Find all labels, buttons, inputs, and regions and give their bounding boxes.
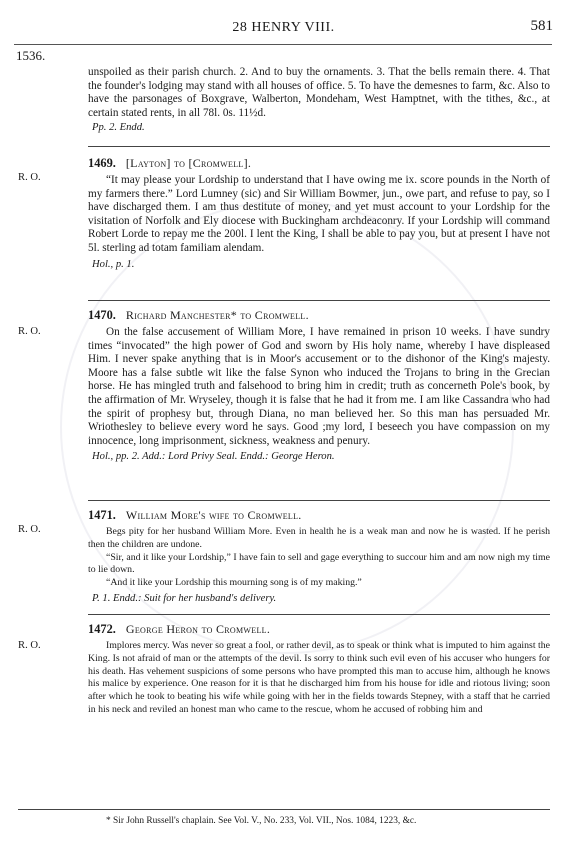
entry-heading: [88, 508, 550, 523]
entry-text: “And it like your Lordship this mourning song is of my making.”: [106, 577, 362, 589]
entry-1470: [88, 308, 550, 463]
year-label: 1536.: [16, 48, 46, 63]
continuation-meta: Pp. 2. Endd.: [92, 122, 145, 134]
entry-heading: [88, 622, 550, 637]
entry-text: Begs pity for her husband William More. Even in health he is a weak man and now he is wasted. If he perish then the children are undone.: [88, 526, 550, 550]
entry-title: [Layton] to [Cromwell].: [125, 156, 252, 170]
continuation-text: unspoiled as their parish church. 2. And to buy the ornaments. 3. That the bells remain there. 4. That the founder's lodging may stand with all houses of office. 5. To have the demesnes to farm, &c. Also to have the parsonages of Boxgrave, Walberton, Mondeham, West Hamptnet, with the tithes, &c., at certain stated rents, in all 78l. 0s. 11½d.: [88, 66, 550, 119]
source-label: R. O.: [18, 172, 41, 183]
entry-heading: [88, 156, 550, 171]
entry-1469: [88, 156, 550, 271]
entry-heading: [88, 308, 550, 323]
running-head: [0, 18, 567, 40]
page-title: 28 HENRY VIII.: [232, 20, 335, 35]
entry-meta: Hol., pp. 2. Add.: Lord Privy Seal. Endd.: George Heron.: [92, 451, 335, 463]
entry-number: 1470.: [88, 308, 116, 322]
entry-divider: [88, 146, 550, 147]
entry-1471: [88, 508, 550, 605]
footnote: * Sir John Russell's chaplain. See Vol. V., No. 233, Vol. VII., Nos. 1084, 1223, &c.: [106, 816, 417, 826]
entry-text: “Sir, and it like your Lordship,” I have fain to sell and gage everything to succour him and am now nigh my time to lie down.: [88, 551, 550, 576]
header-rule: [14, 44, 552, 45]
entry-number: 1471.: [88, 508, 116, 522]
entry-text: “It may please your Lordship to understand that I have owing me ix. score pounds in the North of my farmers there.” Lord Lumney (sic) and Sir William Bowmer, jun., owe part, and refuse to pay, so I have discharged them. I am thus destitute of money, and yet must account to your Lordship for the visitation of Norfolk and Ely diocese with Buckingham archdeaconry. If your Lordship will command Robert Lorde to repay me the 200l. I lent the King, I shall be able to pay you, but at present I have not 5l. sterling ad totam familiam alendam.: [88, 174, 550, 254]
entry-title: Richard Manchester* to Cromwell.: [125, 308, 309, 322]
source-label: R. O.: [18, 326, 41, 337]
entry-number: 1469.: [88, 156, 116, 170]
source-label: R. O.: [18, 524, 41, 535]
continuation-block: [88, 66, 550, 134]
entry-meta: Hol., p. 1.: [92, 258, 135, 270]
source-label: R. O.: [18, 640, 41, 651]
entry-meta: P. 1. Endd.: Suit for her husband's delivery.: [92, 592, 277, 604]
entry-divider: [88, 300, 550, 301]
entry-number: 1472.: [88, 622, 116, 636]
entry-divider: [88, 614, 550, 615]
entry-text: On the false accusement of William More, I have remained in prison 10 weeks. I have sundry times “invocated” the high power of God and sworn by His holy name, whereby I have displeased Him. I never spake anything that is in Moor's accusement or to the dishonor of the King's majesty. Moore has a false subtle wit like the false Synon who induced the Trojans to bring in the Grecian horse. He has mingled truth and falsehood to bring him in credit; truth as concerneth Pole's book, by the affirmation of Mr. Wryseley, though it is false that he had it from me. I am like Cassandra who had the spirit of prophesy but, through Diana, no man believed her. So this man has persuaded Mr. Wriothesley to believe every word he says. Good ;my lord, I beseech you have compassion on my innocence, long imprisonment, sickness, weakness and penury.: [88, 326, 550, 447]
page-number: 581: [530, 18, 553, 34]
footnote-rule: [18, 809, 550, 810]
entry-divider: [88, 500, 550, 501]
entry-text: Implores mercy. Was never so great a fool, or rather devil, as to speak or think what is imputed to him against the King. Is not afraid of man or the attempts of the devil. Is sorry to think such evil even of his accuser who hungers for his death. Has vehement suspicions of some persons who have prompted this man to accuse him, although he knows his malice by experience. One reason for it is that he discharged him from his house for idle and riotous living; soon after which he took to beating his wife while going with her in the fields towards Stepney, with a staff that he carried in his neck and reviled an honest man who came to the rescue, whom he accused of robbing him and: [88, 640, 550, 715]
entry-1472: [88, 622, 550, 717]
entry-title: William More's wife to Cromwell.: [125, 508, 302, 522]
entry-title: George Heron to Cromwell.: [125, 622, 271, 636]
